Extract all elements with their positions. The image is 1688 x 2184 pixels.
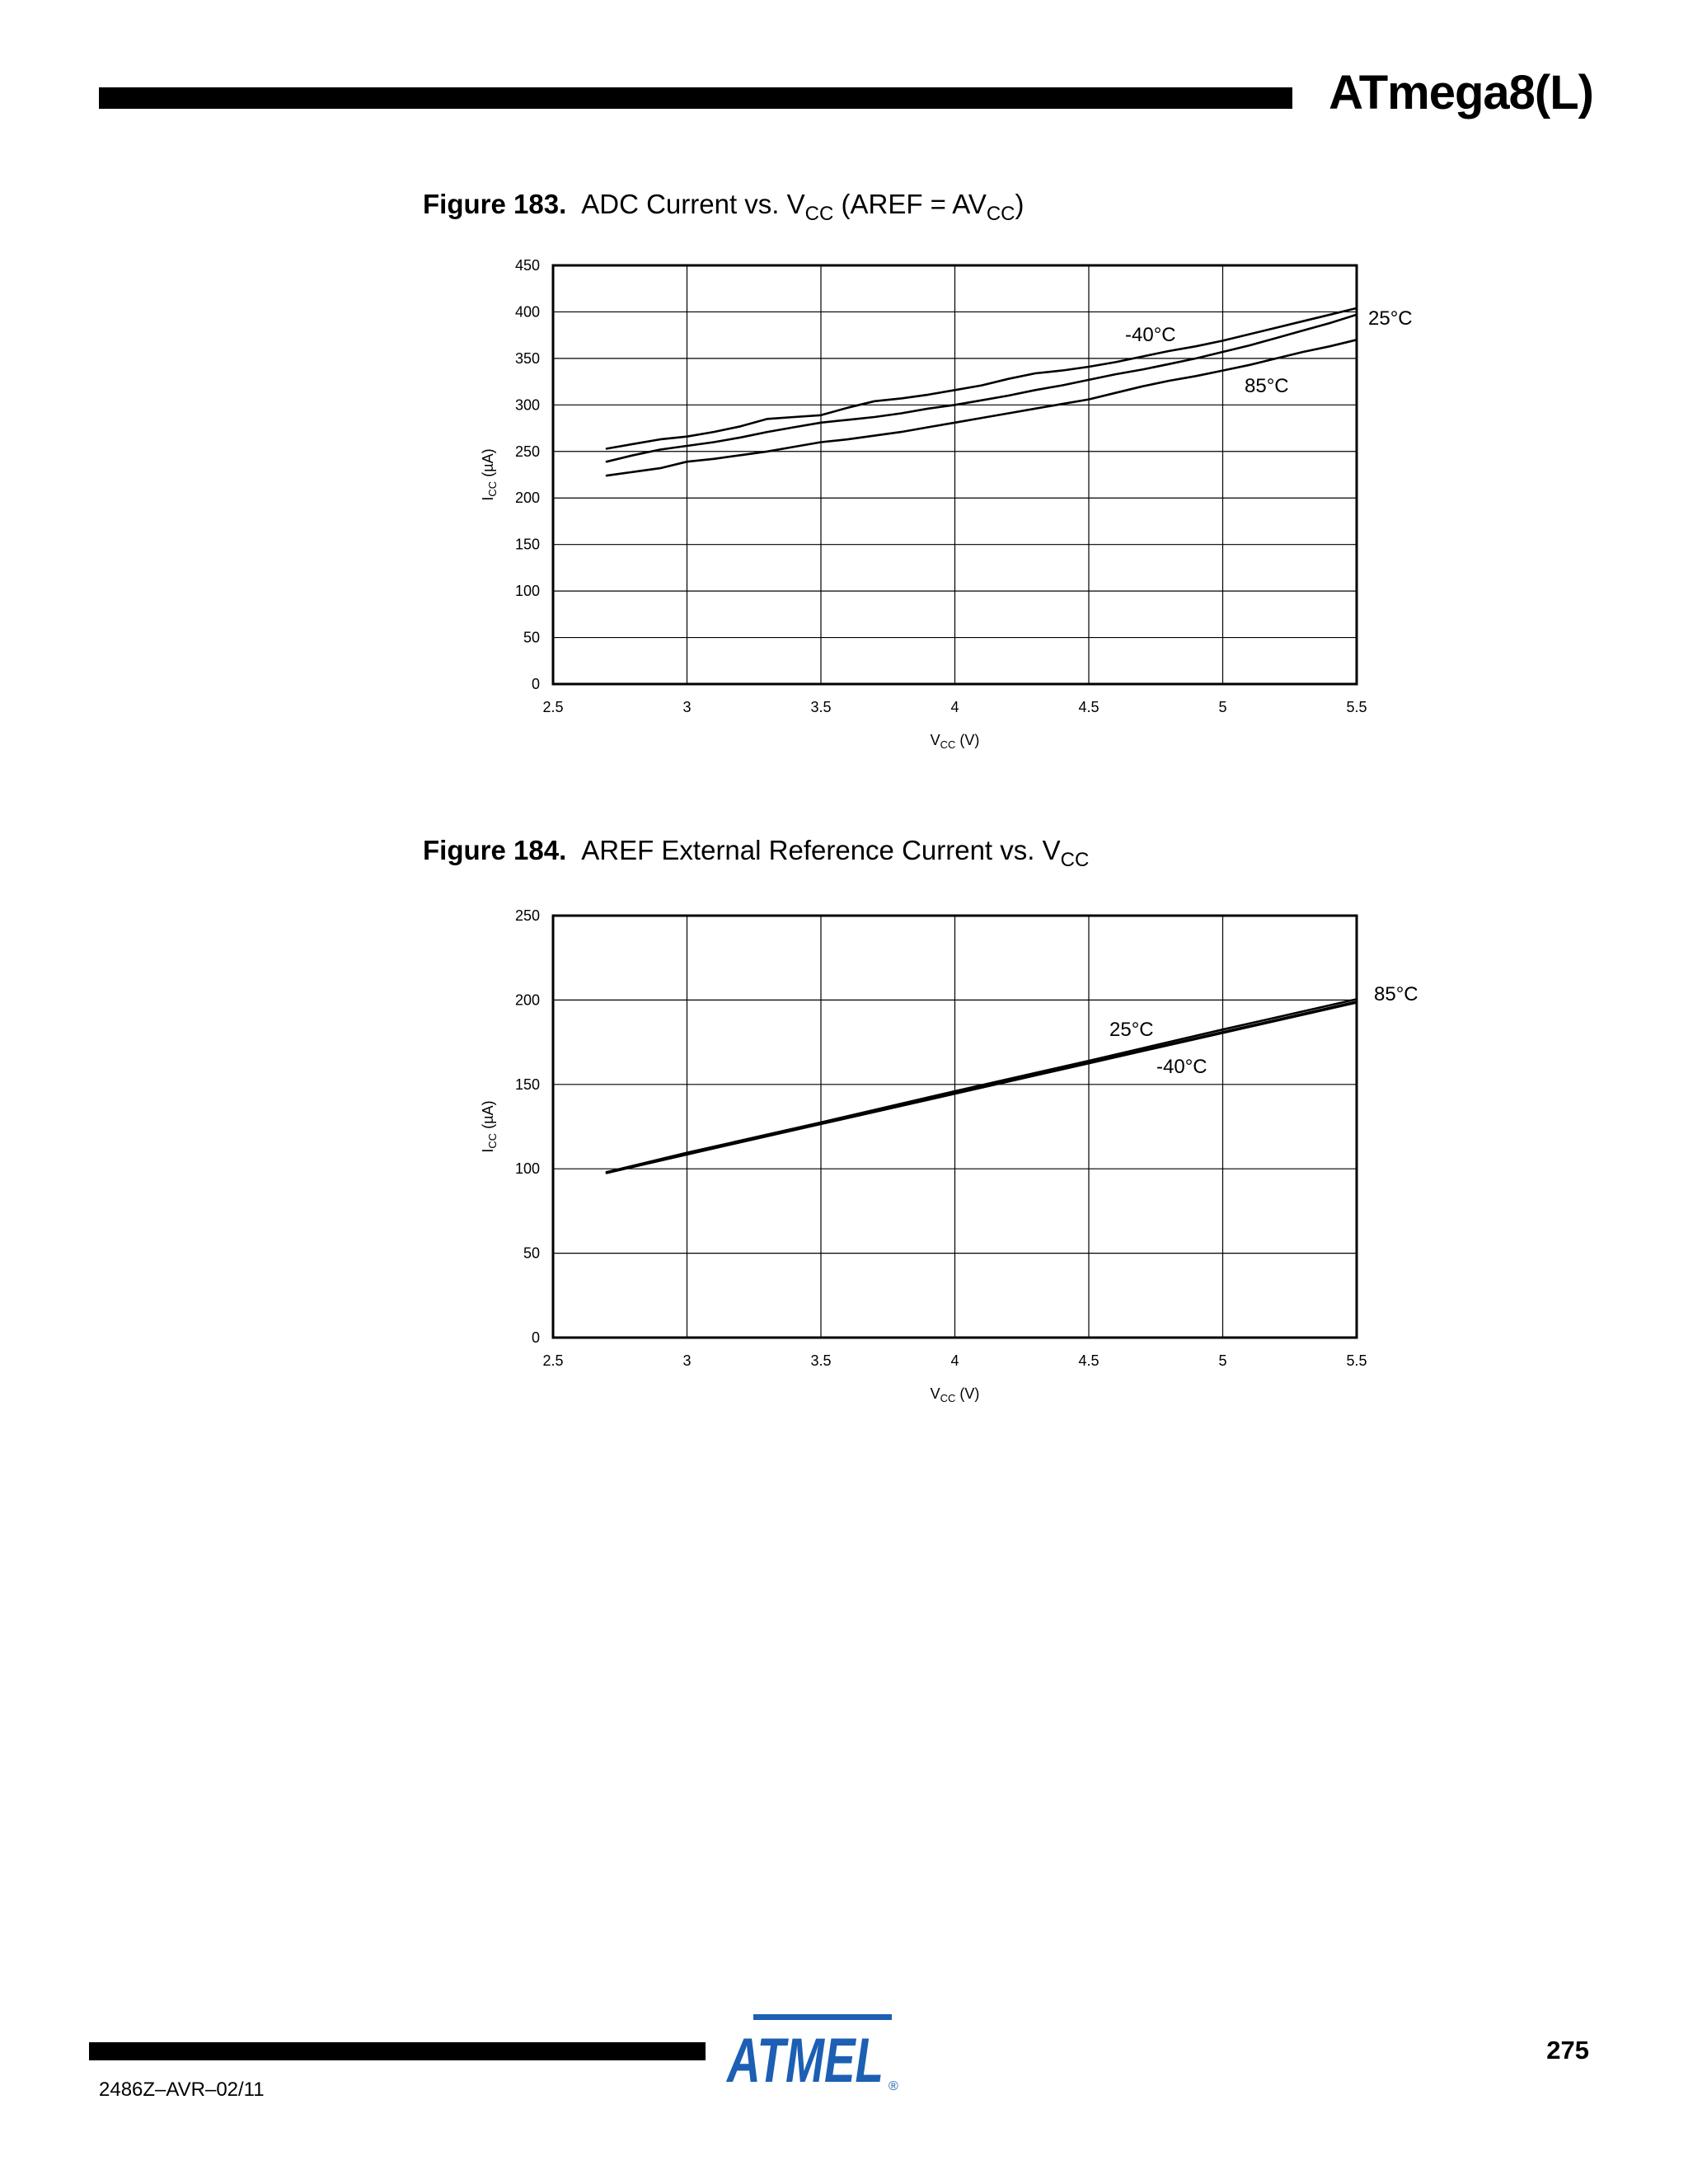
series-annotation: -40°C	[1125, 324, 1176, 346]
x-tick-label: 4.5	[1078, 1352, 1100, 1369]
y-tick-label: 0	[531, 1329, 540, 1346]
x-axis-label: $V_{CC}$ (V)	[930, 732, 980, 751]
x-tick-label: 2.5	[542, 699, 564, 715]
x-tick-label: 2.5	[542, 1352, 564, 1369]
x-tick-label: 3	[682, 1352, 692, 1369]
figure-183-caption: Figure 183. ADC Current vs. $V_{CC}$ (AREF = $AV_{CC}$)	[423, 189, 1025, 225]
x-tick-label: 5.5	[1346, 1352, 1367, 1369]
x-tick-label: 3	[682, 699, 692, 715]
registered-mark: ®	[889, 2079, 898, 2093]
y-tick-label: 100	[514, 1160, 540, 1178]
atmel-logo	[725, 2011, 907, 2093]
series-annotation: -40°C	[1156, 1056, 1207, 1078]
series-annotation: 25°C	[1109, 1019, 1154, 1041]
figure-183-label: Figure 183.	[423, 189, 567, 219]
series-annotation: 85°C	[1374, 983, 1418, 1005]
y-tick-label: 150	[514, 1076, 540, 1093]
y-tick-label: 200	[514, 490, 540, 507]
series-annotation: 85°C	[1245, 375, 1289, 397]
x-tick-label: 5	[1218, 699, 1227, 715]
x-tick-label: 5.5	[1346, 699, 1367, 715]
y-tick-label: 150	[514, 536, 540, 553]
y-tick-label: 100	[514, 583, 540, 600]
x-tick-label: 5	[1218, 1352, 1227, 1369]
series-line-85c	[607, 999, 1357, 1172]
figure-184-caption: Figure 184. AREF External Reference Current vs. $V_{CC}$	[423, 835, 1090, 871]
x-tick-label: 3.5	[810, 699, 832, 715]
series-annotation: 25°C	[1368, 307, 1413, 330]
y-tick-label: 400	[514, 303, 540, 321]
x-tick-label: 3.5	[810, 1352, 832, 1369]
series-line-25c	[607, 1001, 1357, 1172]
y-tick-label: 250	[514, 907, 540, 924]
document-code: 2486Z–AVR–02/11	[99, 2079, 265, 2101]
figure-184-label: Figure 184.	[423, 835, 567, 865]
x-axis-label: $V_{CC}$ (V)	[930, 1385, 980, 1404]
x-tick-label: 4.5	[1078, 699, 1100, 715]
page-title: ATmega8(L)	[1329, 66, 1593, 120]
y-tick-label: 450	[514, 257, 540, 274]
footer-rule	[89, 2042, 706, 2060]
y-tick-label: 300	[514, 396, 540, 414]
x-tick-label: 4	[950, 699, 959, 715]
y-axis-label: $I_{CC}$ (µA)	[480, 448, 499, 501]
y-tick-label: 0	[531, 676, 540, 692]
y-tick-label: 250	[514, 443, 540, 460]
x-tick-label: 4	[950, 1352, 959, 1369]
logo-wordmark: ATMEL	[725, 2026, 884, 2093]
page-number: 275	[1546, 2036, 1589, 2064]
y-tick-label: 200	[514, 991, 540, 1009]
y-axis-label: $I_{CC}$ (µA)	[480, 1100, 499, 1153]
y-tick-label: 350	[514, 349, 540, 367]
y-tick-label: 50	[523, 629, 540, 646]
y-tick-label: 50	[523, 1244, 540, 1262]
